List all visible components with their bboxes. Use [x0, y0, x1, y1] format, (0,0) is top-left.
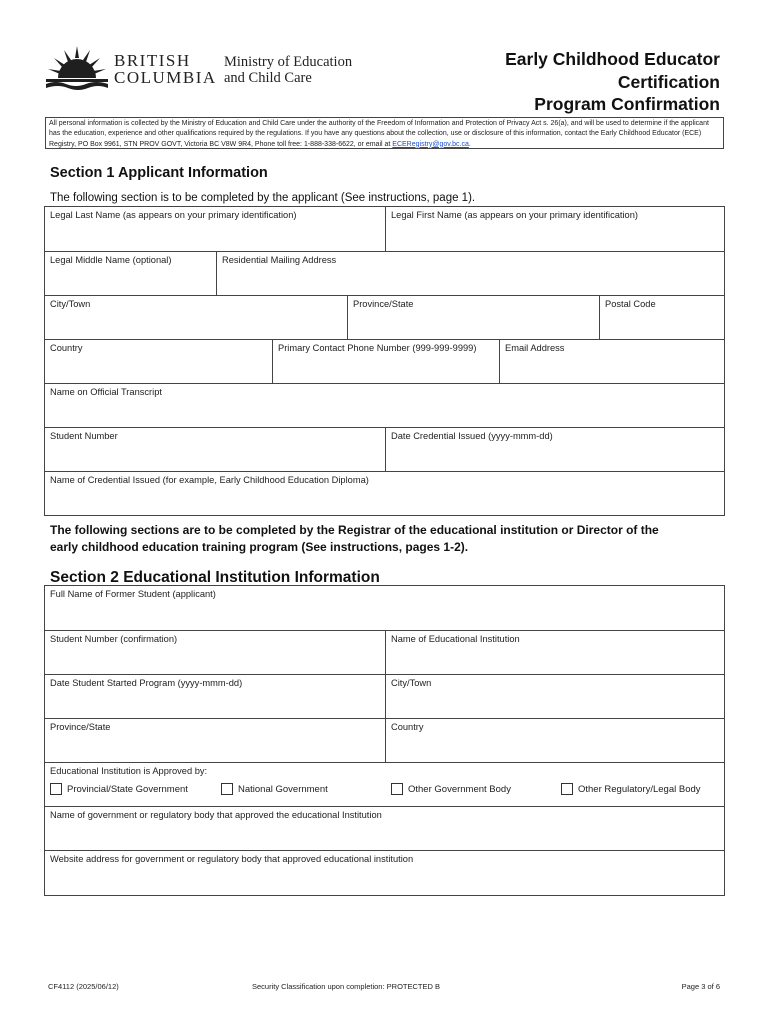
province-name-line1: BRITISH	[114, 51, 191, 70]
page-number: Page 3 of 6	[681, 982, 720, 991]
student-number-field[interactable]	[45, 428, 385, 471]
city-label: City/Town	[50, 299, 91, 309]
other-government-checkbox[interactable]	[391, 783, 511, 795]
approving-body-name-field[interactable]	[45, 807, 724, 850]
form-title-line2: Certification	[617, 71, 720, 92]
phone-label: Primary Contact Phone Number (999-999-9999)	[278, 343, 477, 353]
approving-body-website-label: Website address for government or regulatory body that approved educational institution	[50, 854, 414, 864]
email-field[interactable]	[499, 340, 724, 383]
middle-name-label: Legal Middle Name (optional)	[50, 255, 172, 265]
date-issued-label: Date Credential Issued (yyyy-mmm-dd)	[391, 431, 553, 441]
credential-name-label: Name of Credential Issued (for example, Early Childhood Education Diploma)	[50, 475, 369, 485]
former-student-name-field[interactable]	[45, 586, 724, 630]
approved-by-label: Educational Institution is Approved by:	[50, 766, 208, 776]
middle-name-field[interactable]	[45, 252, 216, 295]
approving-body-website-field[interactable]	[45, 851, 724, 895]
other-regulatory-label: Other Regulatory/Legal Body	[578, 783, 701, 795]
date-started-label: Date Student Started Program (yyyy-mmm-dd)	[50, 678, 243, 688]
form-title-line3: Program Confirmation	[534, 94, 720, 114]
form-id: CF4112 (2025/06/12)	[48, 982, 119, 991]
other-government-label: Other Government Body	[408, 783, 511, 795]
last-name-label: Legal Last Name (as appears on your primary identification)	[50, 210, 297, 220]
province-name	[114, 52, 217, 86]
province-name-line2: COLUMBIA	[114, 68, 217, 87]
institution-name-label: Name of Educational Institution	[391, 634, 520, 644]
registrar-instructions-line1: The following sections are to be completed by the Registrar of the educational institution or Director of the	[50, 523, 659, 537]
institution-province-label: Province/State	[50, 722, 111, 732]
form-title	[505, 48, 720, 116]
other-regulatory-checkbox[interactable]	[561, 783, 701, 795]
section1-form	[44, 206, 725, 516]
student-number-label: Student Number	[50, 431, 118, 441]
mailing-address-label: Residential Mailing Address	[222, 255, 337, 265]
approved-by-group	[45, 763, 724, 806]
registrar-instructions-line2: early childhood education training program (See instructions, pages 1-2).	[50, 540, 469, 554]
ministry-line2: and Child Care	[224, 70, 312, 86]
first-name-label: Legal First Name (as appears on your primary identification)	[391, 210, 638, 220]
postal-code-field[interactable]	[599, 296, 724, 339]
province-label: Province/State	[353, 299, 414, 309]
ministry-line1: Ministry of Education	[224, 54, 353, 70]
checkbox-box[interactable]	[391, 783, 403, 795]
transcript-name-label: Name on Official Transcript	[50, 387, 162, 397]
section1-intro: The following section is to be completed by the applicant (See instructions, page 1).	[50, 192, 476, 204]
provincial-government-checkbox[interactable]	[50, 783, 188, 795]
checkbox-box[interactable]	[221, 783, 233, 795]
registry-email-link[interactable]: ECERegistry@gov.bc.ca	[392, 140, 469, 148]
country-field[interactable]	[45, 340, 272, 383]
email-label: Email Address	[505, 343, 565, 353]
privacy-notice	[45, 117, 724, 149]
phone-field[interactable]	[272, 340, 499, 383]
institution-city-label: City/Town	[391, 678, 432, 688]
section2-form	[44, 585, 725, 896]
postal-code-label: Postal Code	[605, 299, 656, 309]
provincial-government-label: Provincial/State Government	[67, 783, 188, 795]
last-name-field[interactable]	[45, 207, 385, 251]
date-issued-field[interactable]	[385, 428, 724, 471]
section1-title: Section 1 Applicant Information	[50, 165, 268, 181]
section2-title: Section 2 Educational Institution Information	[50, 569, 380, 586]
mailing-address-field[interactable]	[216, 252, 724, 295]
approving-body-name-label: Name of government or regulatory body that approved the educational Institution	[50, 810, 382, 820]
institution-country-field[interactable]	[385, 719, 724, 762]
institution-province-field[interactable]	[45, 719, 385, 762]
institution-city-field[interactable]	[385, 675, 724, 718]
city-field[interactable]	[45, 296, 347, 339]
province-field[interactable]	[347, 296, 599, 339]
form-title-line1: Early Childhood Educator	[505, 49, 720, 69]
bc-sun-logo	[44, 44, 110, 90]
country-label: Country	[50, 343, 83, 353]
checkbox-box[interactable]	[561, 783, 573, 795]
ministry-name	[224, 54, 352, 86]
checkbox-box[interactable]	[50, 783, 62, 795]
credential-name-field[interactable]	[45, 472, 724, 515]
former-student-name-label: Full Name of Former Student (applicant)	[50, 589, 216, 599]
national-government-checkbox[interactable]	[221, 783, 328, 795]
date-started-field[interactable]	[45, 675, 385, 718]
privacy-end: .	[468, 140, 471, 148]
transcript-name-field[interactable]	[45, 384, 724, 427]
first-name-field[interactable]	[385, 207, 724, 251]
security-classification: Security Classification upon completion: PROTECTED B	[252, 982, 440, 991]
student-number-confirmation-field[interactable]	[45, 631, 385, 674]
registrar-instructions	[50, 522, 730, 556]
institution-name-field[interactable]	[385, 631, 724, 674]
privacy-text: All personal information is collected by the Ministry of Education and Child Care under the authority of the Freedom of Information and Protection of Privacy Act s. 26(a), and will be used to determine if the applicant has the education, experience and other qualifications required by the regulations. If you have any questions about the collection, use or disclosure of this information, contact the Early Childhood Educator (ECE) Registry, PO Box 9961, STN PROV GOVT, Victoria BC V8W 9R4, Phone toll free: 1-888-338-6622, or email at	[49, 120, 709, 148]
national-government-label: National Government	[238, 783, 328, 795]
student-number-confirmation-label: Student Number (confirmation)	[50, 634, 178, 644]
institution-country-label: Country	[391, 722, 424, 732]
